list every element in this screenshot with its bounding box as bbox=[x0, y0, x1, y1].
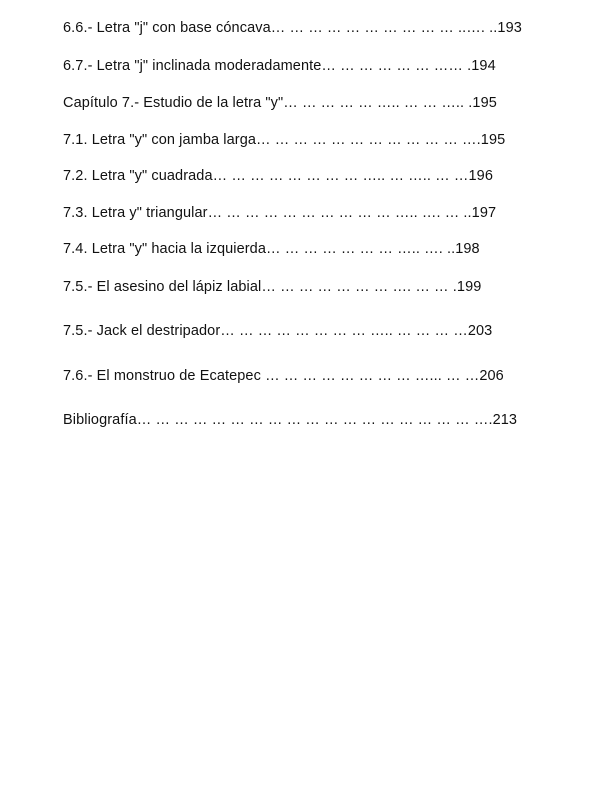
toc-entry-7-5-jack: 7.5.- Jack el destripador… … … … … … … … ….. … … … …203 bbox=[63, 323, 493, 339]
toc-entry-7-1: 7.1. Letra "y" con jamba larga… … … … … … … … … … … ….195 bbox=[63, 132, 506, 148]
toc-entry-7-3: 7.3. Letra y" triangular… … … … … … … … … … ….. …. … ..197 bbox=[63, 205, 497, 221]
toc-entry-7-4: 7.4. Letra "y" hacia la izquierda… … … … … … … ….. …. ..198 bbox=[63, 241, 480, 257]
toc-entry-chapter-7: Capítulo 7.- Estudio de la letra "y"… … … … … ….. … … ….. .195 bbox=[63, 95, 497, 111]
toc-entry-bibliografia: Bibliografía… … … … … … … … … … … … … … … … … … ….213 bbox=[63, 412, 518, 428]
toc-entry-7-6: 7.6.- El monstruo de Ecatepec … … … … … … … … …... … …206 bbox=[63, 368, 504, 384]
toc-entry-7-5-lapiz: 7.5.- El asesino del lápiz labial… … … … … … … …. … … .199 bbox=[63, 279, 482, 295]
toc-entry-7-2: 7.2. Letra "y" cuadrada… … … … … … … … ….. … ….. … …196 bbox=[63, 168, 493, 184]
toc-entry-6-6: 6.6.- Letra "j" con base cóncava… … … … … … … … … … ..…. ..193 bbox=[63, 20, 522, 36]
toc-entry-6-7: 6.7.- Letra "j" inclinada moderadamente… … … … … … …… .194 bbox=[63, 58, 496, 74]
